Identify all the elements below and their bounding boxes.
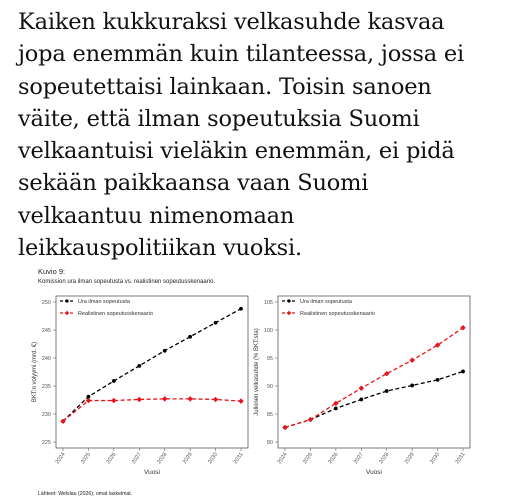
- article-line: sopeutettaisi lainkaan. Toisin sanoen: [18, 73, 432, 100]
- series-line: [63, 309, 241, 422]
- y-tick-label: 245: [41, 328, 51, 334]
- figure-label: Kuvio 9:: [38, 267, 66, 276]
- legend-label: Realistinen sopeutusskenaario: [300, 311, 375, 317]
- data-point: [385, 389, 389, 393]
- data-point: [239, 307, 243, 311]
- x-tick-label: 2025: [302, 451, 315, 466]
- y-axis-title: Julkinen velkasuhde (% BKT:sta): [254, 328, 260, 416]
- y-tick-label: 90: [266, 384, 273, 390]
- article-line: leikkauspolitiikan vuoksi.: [18, 235, 302, 262]
- x-tick-label: 2029: [403, 451, 416, 466]
- y-tick-label: 80: [266, 440, 273, 446]
- data-point: [409, 358, 414, 363]
- legend-label: Realistinen sopeutusskenaario: [78, 311, 153, 317]
- legend-label: Ura ilman sopeutusta: [78, 299, 130, 305]
- chart-gdp-volume: [32, 296, 248, 476]
- x-tick-label: 2025: [80, 451, 93, 466]
- x-tick-label: 2031: [232, 451, 245, 466]
- x-axis-title: Vuosi: [143, 469, 161, 476]
- series-line: [285, 328, 463, 428]
- data-point: [187, 396, 192, 401]
- plot-frame: [56, 296, 248, 448]
- y-tick-label: 100: [263, 328, 273, 334]
- legend-marker: [287, 311, 291, 315]
- y-tick-label: 235: [41, 384, 51, 390]
- data-point: [213, 397, 218, 402]
- y-tick-label: 95: [266, 356, 273, 362]
- data-point: [436, 378, 440, 382]
- legend-marker: [287, 299, 290, 302]
- chart-debt-ratio: [254, 296, 470, 476]
- data-point: [334, 407, 338, 411]
- y-tick-label: 85: [266, 412, 273, 418]
- data-point: [410, 384, 414, 388]
- x-tick-label: 2028: [156, 451, 169, 466]
- article-line: sekään paikkaansa vaan Suomi: [18, 170, 369, 197]
- figure: [0, 262, 511, 500]
- x-tick-label: 2028: [378, 451, 391, 466]
- y-tick-label: 225: [41, 440, 51, 446]
- x-axis-title: Vuosi: [365, 469, 383, 476]
- data-point: [137, 364, 141, 368]
- figure-source: Lähteet: Welslau (2026); omat laskelmat.: [38, 491, 133, 497]
- x-tick-label: 2026: [105, 451, 118, 466]
- data-point: [359, 398, 363, 402]
- data-point: [162, 396, 167, 401]
- data-point: [461, 370, 465, 374]
- article-line: velkaantuu nimenomaan: [18, 202, 295, 229]
- series-line: [63, 399, 241, 421]
- data-point: [137, 397, 142, 402]
- data-point: [112, 379, 116, 383]
- article-paragraph: [18, 6, 506, 264]
- legend-marker: [65, 311, 69, 315]
- article-line: velkaantuisi vieläkin enemmän, ei pidä: [18, 138, 455, 165]
- x-tick-label: 2029: [181, 451, 194, 466]
- data-point: [359, 386, 364, 391]
- x-tick-label: 2030: [207, 451, 220, 466]
- y-axis-title: BKT:n volyymi (mrd. €): [32, 341, 38, 403]
- y-tick-label: 240: [41, 356, 51, 362]
- data-point: [111, 398, 116, 403]
- x-tick-label: 2024: [276, 451, 289, 466]
- x-tick-label: 2027: [352, 451, 365, 466]
- x-tick-label: 2026: [327, 451, 340, 466]
- data-point: [282, 425, 287, 430]
- x-tick-label: 2027: [130, 451, 143, 466]
- data-point: [238, 398, 243, 403]
- data-point: [384, 371, 389, 376]
- x-tick-label: 2024: [54, 451, 67, 466]
- y-tick-label: 250: [41, 300, 51, 306]
- legend-marker: [65, 299, 68, 302]
- y-tick-label: 105: [263, 300, 273, 306]
- plot-frame: [278, 296, 470, 448]
- article-line: jopa enemmän kuin tilanteessa, jossa ei: [18, 41, 465, 68]
- article-line: väite, että ilman sopeutuksia Suomi: [18, 105, 420, 132]
- data-point: [163, 349, 167, 353]
- data-point: [188, 335, 192, 339]
- data-point: [214, 321, 218, 325]
- y-tick-label: 230: [41, 412, 51, 418]
- x-tick-label: 2030: [429, 451, 442, 466]
- legend-label: Ura ilman sopeutusta: [300, 299, 352, 305]
- figure-caption: Komission ura ilman sopeutusta vs. realistinen sopeutusskenaario.: [38, 279, 216, 285]
- article-line: Kaiken kukkuraksi velkasuhde kasvaa: [18, 9, 445, 35]
- x-tick-label: 2031: [454, 451, 467, 466]
